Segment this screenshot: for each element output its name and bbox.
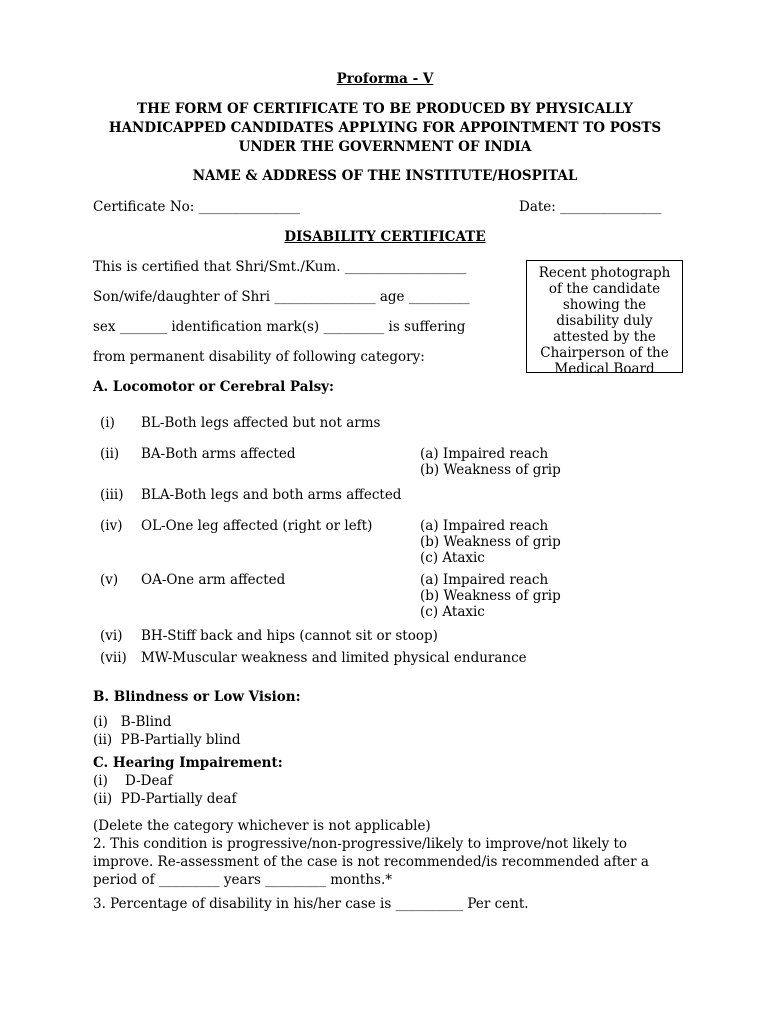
photo-box-line: disability duly — [556, 313, 653, 329]
section-a-heading: A. Locomotor or Cerebral Palsy: — [93, 379, 335, 395]
certificate-number: Certificate No: _______________ — [93, 199, 300, 215]
proforma-label: Proforma - V — [336, 71, 434, 87]
item-number: (vi) — [100, 628, 123, 644]
item-subitem: (b) Weakness of grip — [420, 534, 561, 550]
section-b-item: (ii) PB-Partially blind — [93, 732, 241, 748]
footer-line: improve. Re-assessment of the case is not recommended/is recommended after a — [93, 854, 649, 870]
item-subitem: (a) Impaired reach — [420, 518, 549, 534]
item-number: (i) — [100, 415, 115, 431]
item-subitem: (b) Weakness of grip — [420, 462, 561, 478]
body-line-1: This is certified that Shri/Smt./Kum. __________________ — [93, 259, 467, 275]
item-subitem: (b) Weakness of grip — [420, 588, 561, 604]
item-text: BH-Stiff back and hips (cannot sit or stoop) — [141, 628, 438, 644]
footer-line: (Delete the category whichever is not applicable) — [93, 818, 431, 834]
item-text: OA-One arm affected — [141, 572, 286, 588]
section-b-heading: B. Blindness or Low Vision: — [93, 689, 301, 705]
item-subitem: (c) Ataxic — [420, 604, 485, 620]
photo-box-line: Medical Board — [554, 361, 655, 377]
section-c-heading: C. Hearing Impairement: — [93, 755, 283, 771]
photo-box-line: Recent photograph — [538, 265, 671, 281]
section-c-item: (ii) PD-Partially deaf — [93, 791, 237, 807]
item-number: (iii) — [100, 487, 124, 503]
title-line-1: THE FORM OF CERTIFICATE TO BE PRODUCED BY PHYSICALLY — [137, 101, 633, 117]
item-text: BLA-Both legs and both arms affected — [141, 487, 402, 503]
certificate-heading: DISABILITY CERTIFICATE — [284, 229, 486, 245]
item-subitem: (a) Impaired reach — [420, 572, 549, 588]
item-text: OL-One leg affected (right or left) — [141, 518, 373, 534]
title-line-2: HANDICAPPED CANDIDATES APPLYING FOR APPOINTMENT TO POSTS — [108, 120, 662, 136]
photo-box-line: of the candidate — [548, 281, 661, 297]
footer-line: 3. Percentage of disability in his/her case is __________ Per cent. — [93, 896, 529, 912]
item-number: (v) — [100, 572, 119, 588]
photo-box-line: attested by the — [553, 329, 656, 345]
photo-box — [526, 260, 683, 377]
item-number: (vii) — [100, 650, 127, 666]
certificate-date: Date: _______________ — [519, 199, 662, 215]
item-number: (iv) — [100, 518, 123, 534]
item-text: BL-Both legs affected but not arms — [141, 415, 381, 431]
photo-box-line: showing the — [562, 297, 647, 313]
item-text: BA-Both arms affected — [141, 446, 296, 462]
body-line-4: from permanent disability of following category: — [93, 349, 425, 365]
footer-line: 2. This condition is progressive/non-progressive/likely to improve/not likely to — [93, 836, 628, 852]
item-subitem: (a) Impaired reach — [420, 446, 549, 462]
section-c-item: (i) D-Deaf — [93, 773, 173, 789]
section-b-item: (i) B-Blind — [93, 714, 172, 730]
item-text: MW-Muscular weakness and limited physical endurance — [141, 650, 527, 666]
footer-line: period of _________ years _________ months.* — [93, 872, 393, 888]
photo-box-line: Chairperson of the — [540, 345, 669, 361]
item-number: (ii) — [100, 446, 120, 462]
item-subitem: (c) Ataxic — [420, 550, 485, 566]
body-line-3: sex _______ identification mark(s) _________ is suffering — [93, 319, 466, 335]
title-line-3: UNDER THE GOVERNMENT OF INDIA — [238, 139, 532, 155]
body-line-2: Son/wife/daughter of Shri _______________ age _________ — [93, 289, 470, 305]
institute-heading: NAME & ADDRESS OF THE INSTITUTE/HOSPITAL — [192, 168, 578, 184]
